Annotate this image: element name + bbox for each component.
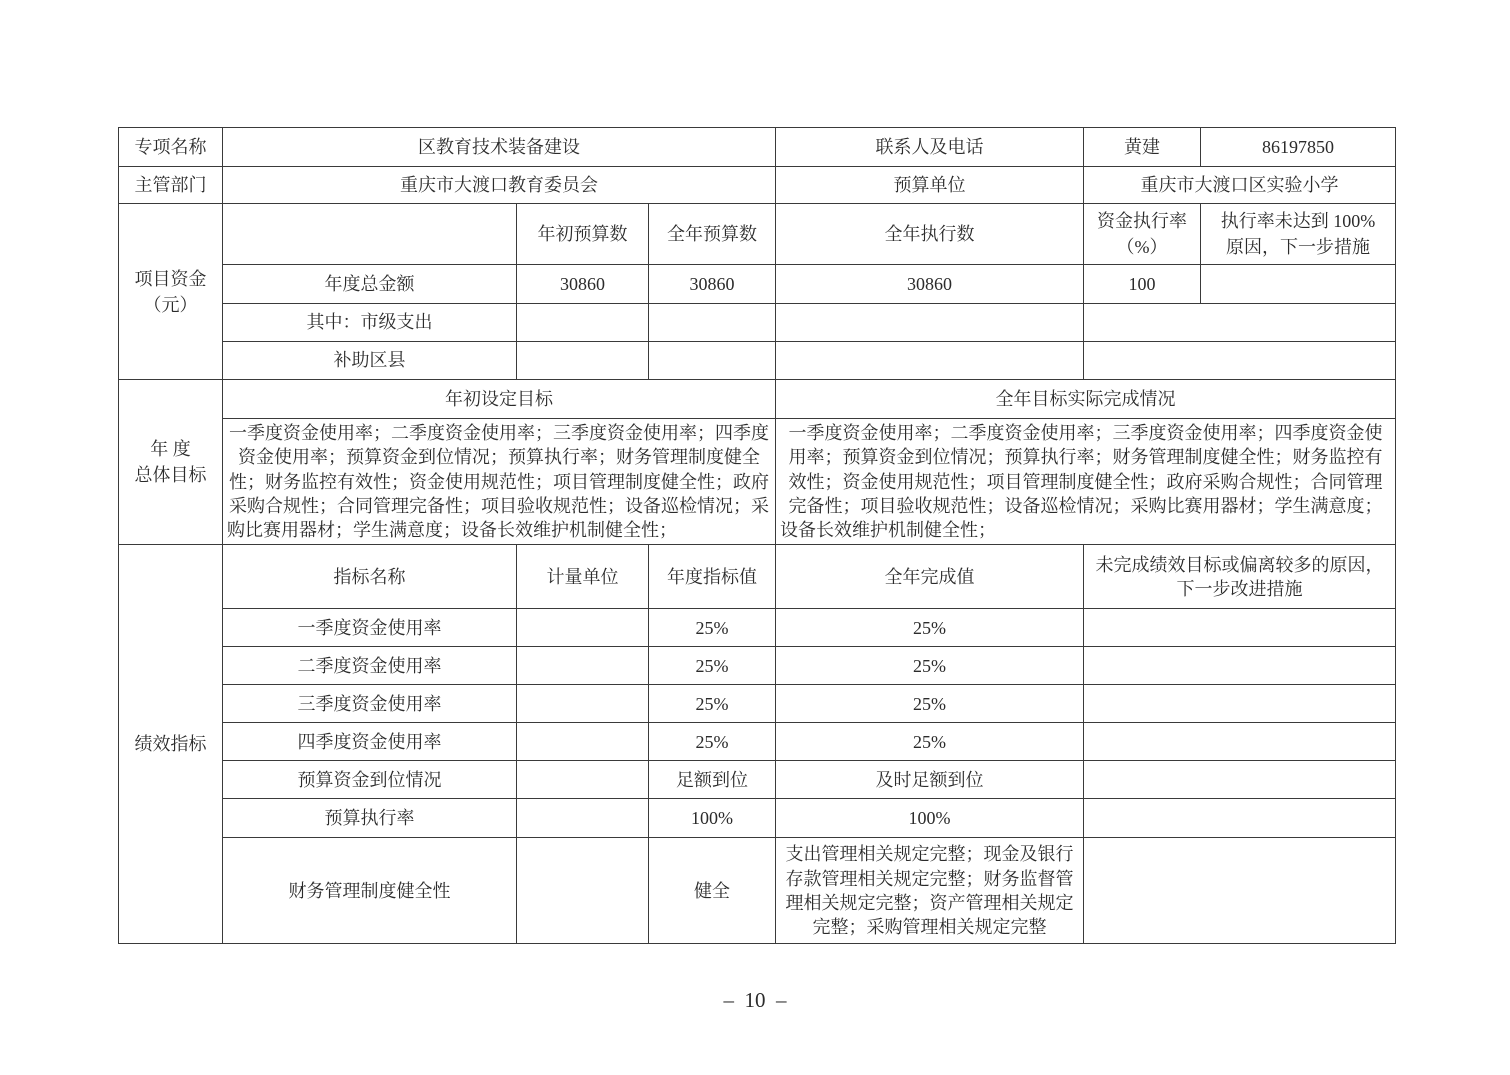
cell-indicator-q4-completed: 25% bbox=[776, 723, 1084, 761]
cell-indicator-q2-name: 二季度资金使用率 bbox=[223, 647, 517, 685]
cell-indicator-execrate-unit bbox=[517, 799, 649, 838]
funds-label-line2: （元） bbox=[143, 294, 198, 315]
cell-indicator-finance-name: 财务管理制度健全性 bbox=[223, 838, 517, 944]
cell-col-unit: 计量单位 bbox=[517, 545, 649, 609]
cell-col-execution-rate bbox=[1084, 204, 1201, 265]
cell-indicator-execrate-name: 预算执行率 bbox=[223, 799, 517, 838]
cell-indicator-q3-name: 三季度资金使用率 bbox=[223, 685, 517, 723]
cell-total-reason bbox=[1201, 265, 1396, 304]
cell-subsidy-annual bbox=[649, 342, 776, 380]
cell-performance-section-label: 绩效指标 bbox=[119, 545, 223, 944]
budget-performance-table-wrap bbox=[118, 127, 1396, 944]
cell-contact-phone: 86197850 bbox=[1201, 128, 1396, 167]
cell-contact-label: 联系人及电话 bbox=[776, 128, 1084, 167]
cell-indicator-finance-unit bbox=[517, 838, 649, 944]
cell-col-annual-execution: 全年执行数 bbox=[776, 204, 1084, 265]
cell-funds-blank-header bbox=[223, 204, 517, 265]
cell-indicator-q2-completed: 25% bbox=[776, 647, 1084, 685]
cell-indicator-q3-unit bbox=[517, 685, 649, 723]
cell-total-amount-label: 年度总金额 bbox=[223, 265, 517, 304]
cell-indicator-q4-name: 四季度资金使用率 bbox=[223, 723, 517, 761]
cell-indicator-execrate-completed: 100% bbox=[776, 799, 1084, 838]
cell-initial-goal-header: 年初设定目标 bbox=[223, 380, 776, 419]
cell-indicator-inplace-unit bbox=[517, 761, 649, 799]
cell-budget-unit-value: 重庆市大渡口区实验小学 bbox=[1084, 167, 1396, 204]
cell-actual-goal-text: 一季度资金使用率；二季度资金使用率；三季度资金使用率；四季度资金使用率；预算资金到位情况；预算执行率；财务管理制度健全性；财务监控有效性；资金使用规范性；项目管理制度健全性；政府采购合规性；合同管理完备性；项目验收规范性；设备巡检情况；采购比赛用器材；学生满意度；设备长效维护机制健全性； bbox=[776, 419, 1396, 545]
page-number: – 10 – bbox=[723, 988, 787, 1012]
cell-total-execution: 30860 bbox=[776, 265, 1084, 304]
cell-col-reason bbox=[1201, 204, 1396, 265]
cell-indicator-q4-unit bbox=[517, 723, 649, 761]
cell-department-label: 主管部门 bbox=[119, 167, 223, 204]
cell-indicator-q4-reason bbox=[1084, 723, 1396, 761]
cell-total-rate: 100 bbox=[1084, 265, 1201, 304]
cell-indicator-q1-unit bbox=[517, 609, 649, 647]
cell-subsidy-rate-reason bbox=[1084, 342, 1396, 380]
reason-header-line2: 原因，下一步措施 bbox=[1226, 237, 1370, 257]
funds-label-line1: 项目资金 bbox=[134, 268, 207, 289]
cell-indicator-inplace-target: 足额到位 bbox=[649, 761, 776, 799]
cell-indicator-q3-reason bbox=[1084, 685, 1396, 723]
cell-indicator-q1-completed: 25% bbox=[776, 609, 1084, 647]
cell-city-annual bbox=[649, 304, 776, 342]
cell-subsidy-execution bbox=[776, 342, 1084, 380]
cell-indicator-q3-target: 25% bbox=[649, 685, 776, 723]
cell-indicator-q4-target: 25% bbox=[649, 723, 776, 761]
cell-actual-goal-header: 全年目标实际完成情况 bbox=[776, 380, 1396, 419]
cell-indicator-inplace-reason bbox=[1084, 761, 1396, 799]
cell-indicator-q2-unit bbox=[517, 647, 649, 685]
cell-indicator-q3-completed: 25% bbox=[776, 685, 1084, 723]
cell-indicator-finance-reason bbox=[1084, 838, 1396, 944]
cell-col-target-value: 年度指标值 bbox=[649, 545, 776, 609]
cell-indicator-finance-target: 健全 bbox=[649, 838, 776, 944]
cell-city-execution bbox=[776, 304, 1084, 342]
cell-budget-unit-label: 预算单位 bbox=[776, 167, 1084, 204]
cell-indicator-finance-completed: 支出管理相关规定完整；现金及银行存款管理相关规定完整；财务监督管理相关规定完整；资产管理相关规定完整；采购管理相关规定完整 bbox=[776, 838, 1084, 944]
execution-rate-line1: 资金执行率 bbox=[1097, 211, 1187, 231]
cell-project-name-label: 专项名称 bbox=[119, 128, 223, 167]
cell-contact-name: 黄建 bbox=[1084, 128, 1201, 167]
cell-annual-goal-section-label bbox=[119, 380, 223, 545]
cell-indicator-q1-reason bbox=[1084, 609, 1396, 647]
cell-indicator-execrate-target: 100% bbox=[649, 799, 776, 838]
annual-goal-label-line1: 年 度 bbox=[150, 439, 191, 460]
cell-col-initial-budget: 年初预算数 bbox=[517, 204, 649, 265]
cell-department-value: 重庆市大渡口教育委员会 bbox=[223, 167, 776, 204]
cell-indicator-execrate-reason bbox=[1084, 799, 1396, 838]
cell-indicator-inplace-name: 预算资金到位情况 bbox=[223, 761, 517, 799]
cell-funds-section-label bbox=[119, 204, 223, 380]
cell-indicator-q2-reason bbox=[1084, 647, 1396, 685]
cell-city-initial bbox=[517, 304, 649, 342]
cell-indicator-inplace-completed: 及时足额到位 bbox=[776, 761, 1084, 799]
reason-header-line1: 执行率未达到 100% bbox=[1220, 211, 1376, 231]
annual-goal-label-line2: 总体目标 bbox=[134, 465, 207, 486]
cell-total-annual: 30860 bbox=[649, 265, 776, 304]
cell-subsidy-initial bbox=[517, 342, 649, 380]
cell-indicator-q2-target: 25% bbox=[649, 647, 776, 685]
cell-col-completed-value: 全年完成值 bbox=[776, 545, 1084, 609]
cell-indicator-q1-name: 一季度资金使用率 bbox=[223, 609, 517, 647]
cell-col-indicator-name: 指标名称 bbox=[223, 545, 517, 609]
cell-indicator-q1-target: 25% bbox=[649, 609, 776, 647]
cell-initial-goal-text: 一季度资金使用率；二季度资金使用率；三季度资金使用率；四季度资金使用率；预算资金到位情况；预算执行率；财务管理制度健全性；财务监控有效性；资金使用规范性；项目管理制度健全性；政府采购合规性；合同管理完备性；项目验收规范性；设备巡检情况；采购比赛用器材；学生满意度；设备长效维护机制健全性； bbox=[223, 419, 776, 545]
cell-subsidy-label: 补助区县 bbox=[223, 342, 517, 380]
cell-project-name-value: 区教育技术装备建设 bbox=[223, 128, 776, 167]
cell-city-rate-reason bbox=[1084, 304, 1396, 342]
budget-performance-table bbox=[118, 127, 1396, 944]
cell-col-improvement-reason: 未完成绩效目标或偏离较多的原因，下一步改进措施 bbox=[1084, 545, 1396, 609]
cell-col-annual-budget: 全年预算数 bbox=[649, 204, 776, 265]
cell-city-expense-label: 其中：市级支出 bbox=[223, 304, 517, 342]
execution-rate-line2: （%） bbox=[1116, 237, 1168, 257]
cell-total-initial: 30860 bbox=[517, 265, 649, 304]
